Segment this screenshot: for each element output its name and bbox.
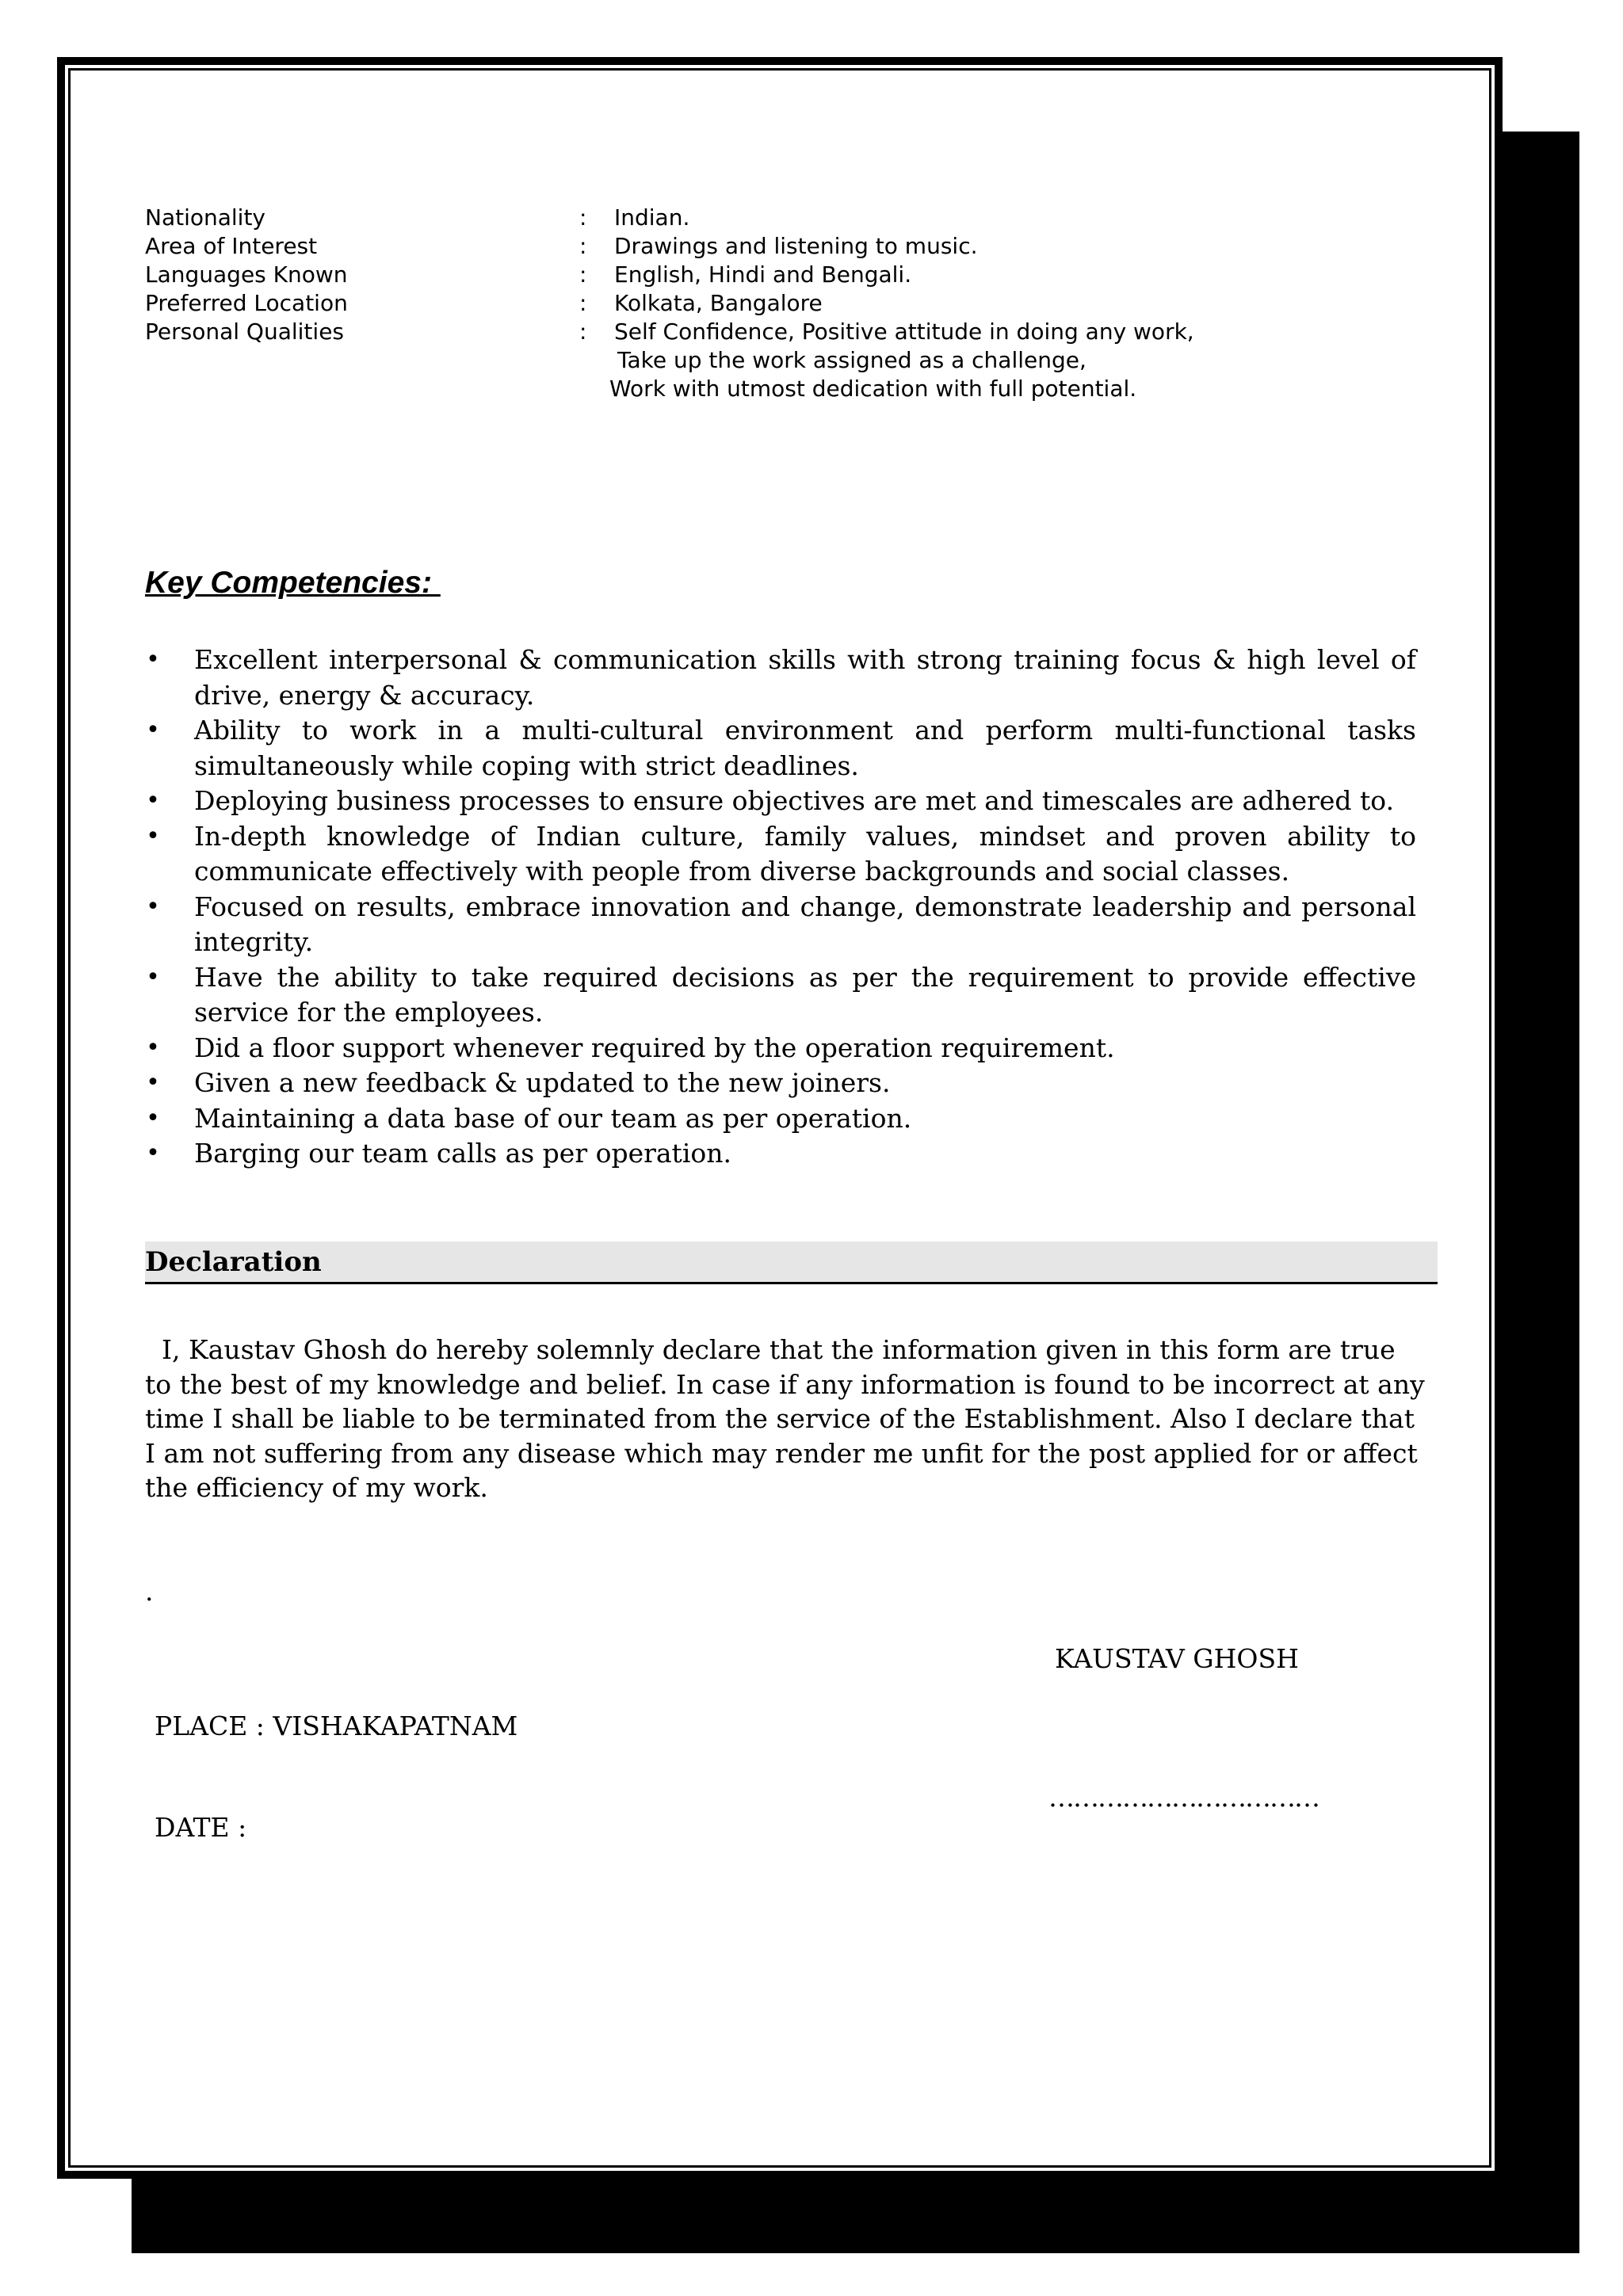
list-item-text: Maintaining a data base of our team as per operation. (194, 1102, 912, 1134)
list-item-text: Focused on results, embrace innovation and change, demonstrate leadership and personal integrity. (194, 891, 1416, 957)
detail-row-languages (145, 261, 1194, 289)
key-competencies-heading: Key Competencies: (145, 566, 441, 600)
detail-label: Preferred Location (145, 290, 348, 316)
list-item-text: Barging our team calls as per operation. (194, 1138, 731, 1169)
list-item-text: In-depth knowledge of Indian culture, family values, mindset and proven ability to communicate effectively with people from diverse backgrounds and social classes. (194, 820, 1416, 887)
list-item-text: Excellent interpersonal & communication skills with strong training focus & high level of drive, energy & accuracy. (194, 644, 1416, 711)
bullet-icon: • (146, 1139, 160, 1167)
bullet-icon: • (146, 716, 160, 744)
list-item (145, 1066, 1416, 1101)
detail-colon: : (579, 290, 587, 316)
list-item (145, 890, 1416, 960)
bullet-icon: • (146, 787, 160, 814)
list-item-text: Ability to work in a multi-cultural environment and perform multi-functional tasks simultaneously while coping with strict deadlines. (194, 715, 1416, 781)
place-label: PLACE : VISHAKAPATNAM (155, 1711, 518, 1741)
qualities-continued: Take up the work assigned as a challenge, (617, 347, 1086, 373)
detail-colon: : (579, 233, 587, 259)
declaration-header-bar (145, 1241, 1438, 1284)
list-item (145, 1136, 1416, 1172)
detail-label: Nationality (145, 204, 266, 231)
detail-row-preferred-location (145, 289, 1194, 318)
signatory-name: KAUSTAV GHOSH (1055, 1643, 1299, 1674)
list-item-text: Given a new feedback & updated to the new joiners. (194, 1067, 891, 1098)
detail-value: Drawings and listening to music. (614, 233, 978, 259)
detail-colon: : (579, 204, 587, 231)
signature-line: …………………………… (1048, 1782, 1319, 1813)
bullet-icon: • (146, 963, 160, 991)
detail-colon: : (579, 261, 587, 288)
personal-details (145, 204, 1194, 403)
list-item (145, 784, 1416, 819)
detail-label: Personal Qualities (145, 318, 345, 345)
list-item-text: Deploying business processes to ensure objectives are met and timescales are adhered to. (194, 785, 1395, 816)
detail-value: English, Hindi and Bengali. (614, 261, 912, 288)
bullet-icon: • (146, 1033, 160, 1062)
bullet-icon: • (146, 822, 160, 850)
detail-value: Kolkata, Bangalore (614, 290, 823, 316)
list-item (145, 1101, 1416, 1137)
detail-row-area-of-interest (145, 232, 1194, 261)
list-item (145, 960, 1416, 1031)
bullet-icon: • (146, 892, 160, 921)
list-item (145, 713, 1416, 784)
declaration-heading: Declaration (145, 1246, 322, 1278)
list-item-text: Have the ability to take required decisions as per the requirement to provide effective service for the employees. (194, 961, 1416, 1028)
detail-row-nationality (145, 204, 1194, 232)
detail-value: Indian. (614, 204, 690, 231)
detail-row-personal-qualities (145, 318, 1194, 346)
page-border (57, 57, 1503, 2179)
date-label: DATE : (155, 1812, 247, 1843)
list-item (145, 643, 1416, 713)
qualities-continued: Work with utmost dedication with full potential. (609, 376, 1137, 402)
list-item (145, 1031, 1416, 1066)
detail-colon: : (579, 318, 587, 345)
detail-label: Languages Known (145, 261, 348, 288)
bullet-icon: • (146, 646, 160, 673)
detail-value: Self Confidence, Positive attitude in doing any work, (614, 318, 1194, 345)
declaration-text: I, Kaustav Ghosh do hereby solemnly declare that the information given in this form are true to the best of my knowledge and belief. In case if any information is found to be incorrect at any time I shall be liable to be terminated from the service of the Establishment. Also I declare that I am not suffering from any disease which may render me unfit for the post applied for or affect the efficiency of my work. (145, 1334, 1434, 1503)
detail-label: Area of Interest (145, 233, 318, 259)
key-competencies-list (145, 643, 1416, 1172)
stray-dot: . (145, 1576, 154, 1607)
bullet-icon: • (146, 1104, 160, 1132)
bullet-icon: • (146, 1069, 160, 1097)
list-item (145, 819, 1416, 890)
page-content (68, 68, 1491, 2168)
list-item-text: Did a floor support whenever required by the operation requirement. (194, 1032, 1115, 1063)
